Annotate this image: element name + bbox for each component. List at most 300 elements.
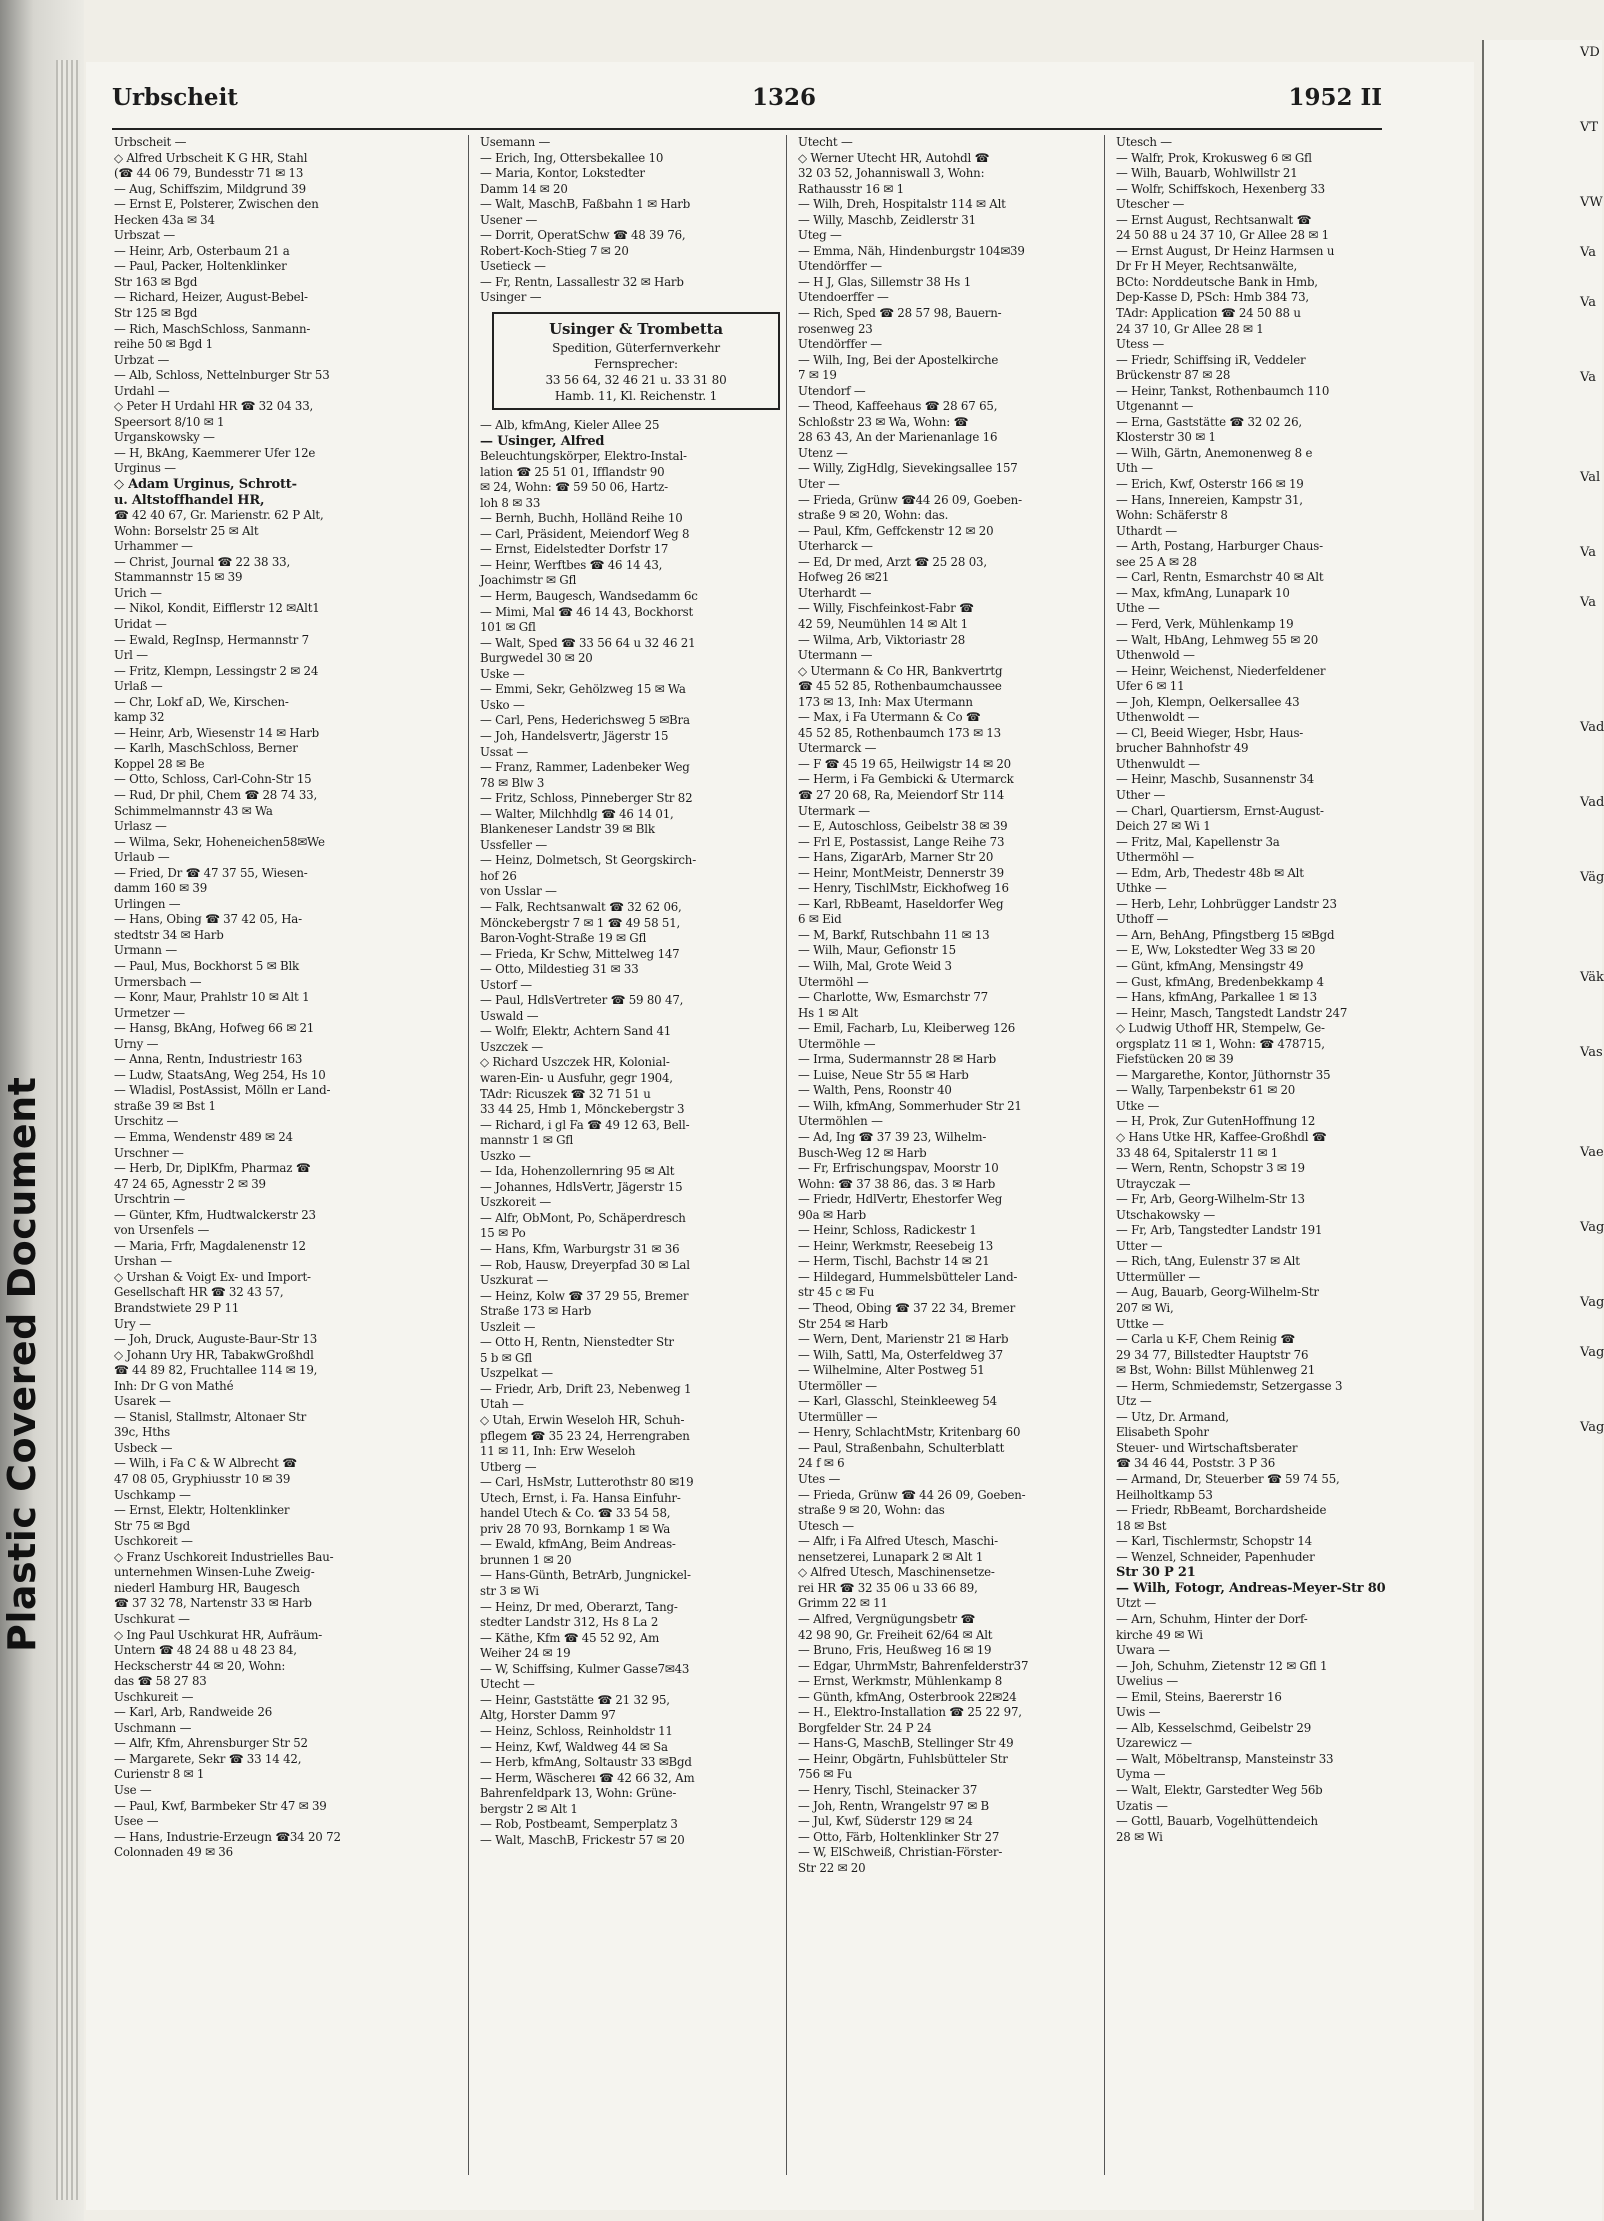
directory-entry-line: Utah — — [480, 1397, 524, 1412]
adjacent-page-fragment — [1484, 890, 1602, 915]
directory-entry-line: Wohn: ☎ 37 38 86, das. 3 ✉ Harb — [798, 1176, 996, 1191]
directory-entry-line: — Ad, Ing ☎ 37 39 23, Wilhelm- — [798, 1130, 987, 1144]
adjacent-page-fragment — [1484, 915, 1602, 940]
adjacent-page-fragment — [1484, 940, 1602, 965]
ad-line: Fernsprecher: — [594, 357, 678, 372]
directory-entry-line: brucher Bahnhofstr 49 — [1116, 741, 1249, 756]
directory-entry-line: — Heinr, Maschb, Susannenstr 34 — [1116, 772, 1314, 787]
directory-entry-line: — Edm, Arb, Thedestr 48b ✉ Alt — [1116, 865, 1304, 880]
directory-entry-line: 24 50 88 u 24 37 10, Gr Allee 28 ✉ 1 — [1116, 228, 1329, 243]
adjacent-page-fragment — [1484, 565, 1602, 590]
directory-entry-line: das ☎ 58 27 83 — [114, 1674, 207, 1689]
directory-entry-line: ☎ 37 32 78, Nartenstr 33 ✉ Harb — [114, 1596, 312, 1611]
adjacent-page-fragment: Va — [1580, 245, 1596, 260]
directory-entry-line: str 45 c ✉ Fu — [798, 1285, 875, 1300]
directory-entry-line: — Hans, Kfm, Warburgstr 31 ✉ 36 — [480, 1242, 680, 1256]
directory-entry-line: — Rich, Sped ☎ 28 57 98, Bauern- — [798, 306, 1002, 321]
column-1 — [114, 135, 422, 1861]
directory-entry-line: 45 52 85, Rothenbaumch 173 ✉ 13 — [798, 725, 1001, 740]
directory-entry-line: — Falk, Rechtsanwalt ☎ 32 62 06, — [480, 899, 682, 914]
directory-entry-line: — Rich, tAng, Eulenstr 37 ✉ Alt — [1116, 1254, 1300, 1269]
directory-entry-line: — Paul, Packer, Holtenklinker — [114, 259, 287, 274]
directory-entry-line: — Paul, Kwf, Barmbeker Str 47 ✉ 39 — [114, 1798, 327, 1813]
directory-entry-line: — Dorrit, OperatSchw ☎ 48 39 76, — [480, 228, 686, 243]
directory-entry-line: — Gottl, Bauarb, Vogelhüttendeich — [1116, 1814, 1318, 1829]
directory-entry-line: TAdr: Ricuszek ☎ 32 71 51 u — [480, 1086, 651, 1101]
directory-entry-line: — Wilh, kfmAng, Sommerhuder Str 21 — [798, 1098, 1022, 1113]
directory-entry-line: niederl Hamburg HR, Baugesch — [114, 1580, 300, 1595]
directory-entry-line: u. Altstoffhandel HR, — [114, 492, 265, 508]
directory-entry-line: — Heinz, Dolmetsch, St Georgskirch- — [480, 853, 696, 868]
directory-entry-line: Usetieck — — [480, 259, 546, 274]
directory-entry-line: Uter — — [798, 477, 840, 492]
directory-entry-line: — Armand, Dr, Steuerber ☎ 59 74 55, — [1116, 1472, 1340, 1487]
directory-entry-line: 78 ✉ Blw 3 — [480, 775, 545, 790]
directory-entry-line: Utrayczak — — [1116, 1176, 1191, 1191]
directory-entry-line: unternehmen Winsen-Luhe Zweig- — [114, 1565, 315, 1580]
directory-entry-line: 24 37 10, Gr Allee 28 ✉ 1 — [1116, 321, 1264, 336]
directory-entry-line: — Rob, Postbeamt, Semperplatz 3 — [480, 1817, 678, 1832]
directory-entry-line: — Ewald, kfmAng, Beim Andreas- — [480, 1537, 676, 1552]
directory-entry-line: Urlingen — — [114, 896, 181, 911]
directory-entry-line: Altg, Horster Damm 97 — [480, 1708, 616, 1723]
directory-entry-line: 756 ✉ Fu — [798, 1767, 853, 1782]
directory-entry-line: — Willy, Maschb, Zeidlerstr 31 — [798, 212, 976, 227]
directory-entry-line: Usbeck — — [114, 1440, 173, 1455]
directory-entry-line: — Frieda, Grünw ☎44 26 09, Goeben- — [798, 492, 1022, 507]
directory-entry-line: Usemann — — [480, 135, 551, 149]
directory-entry-line: Utermöhl — — [798, 974, 869, 989]
directory-entry-line: mannstr 1 ✉ Gfl — [480, 1133, 574, 1148]
directory-entry-line: Utgenannt — — [1116, 399, 1194, 414]
directory-entry-line: Burgwedel 30 ✉ 20 — [480, 651, 593, 666]
directory-entry-line: Dr Fr H Meyer, Rechtsanwälte, — [1116, 259, 1298, 274]
directory-entry-line: Uschkurat — — [114, 1611, 190, 1626]
directory-entry-line: ◇ Alfred Utesch, Maschinensetze- — [798, 1565, 995, 1580]
directory-entry-line: — Walt, MaschB, Frickestr 57 ✉ 20 — [480, 1832, 685, 1847]
directory-entry-line: — Arn, BehAng, Pfingstberg 15 ✉Bgd — [1116, 927, 1335, 942]
directory-entry-line: — Konr, Maur, Prahlstr 10 ✉ Alt 1 — [114, 990, 310, 1005]
directory-entry-line: — Günt, kfmAng, Mensingstr 49 — [1116, 958, 1304, 973]
directory-entry-line: BCto: Norddeutsche Bank in Hmb, — [1116, 274, 1318, 289]
adjacent-page-fragment — [1484, 490, 1602, 515]
directory-entry-line: — Walt, Sped ☎ 33 56 64 u 32 46 21 — [480, 635, 696, 650]
directory-entry-line: — Ernst August, Rechtsanwalt ☎ — [1116, 212, 1312, 227]
directory-entry-line: — H, BkAng, Kaemmerer Ufer 12e — [114, 445, 316, 460]
directory-entry-line: — Anna, Rentn, Industriestr 163 — [114, 1052, 303, 1067]
adjacent-page-fragment — [1484, 1365, 1602, 1390]
header-year-volume: 1952 II — [1288, 84, 1382, 111]
directory-entry-line: Uthe — — [1116, 601, 1160, 616]
directory-entry-line: Uswald — — [480, 1008, 539, 1023]
directory-entry-line: Urschner — — [114, 1145, 184, 1160]
directory-entry-line: Wohn: Borselstr 25 ✉ Alt — [114, 523, 259, 538]
directory-entry-line: Utech, Ernst, i. Fa. Hansa Einfuhr- — [480, 1490, 681, 1505]
directory-entry-line: — Wilh, Sattl, Ma, Osterfeldweg 37 — [798, 1347, 1003, 1362]
directory-entry-line: Uthenwuldt — — [1116, 756, 1200, 771]
directory-entry-line: — Erich, Kwf, Osterstr 166 ✉ 19 — [1116, 477, 1304, 492]
directory-entry-line: Utecht — — [480, 1677, 535, 1692]
directory-entry-line: — Fritz, Schloss, Pinneberger Str 82 — [480, 791, 693, 806]
directory-entry-line: Uwis — — [1116, 1705, 1161, 1720]
directory-entry-line: — Friedr, Arb, Drift 23, Nebenweg 1 — [480, 1381, 692, 1396]
directory-entry-line: — Alfr, Kfm, Ahrensburger Str 52 — [114, 1736, 308, 1751]
directory-entry-line: — Friedr, RbBeamt, Borchardsheide — [1116, 1503, 1327, 1518]
directory-entry-line: ☎ 44 89 82, Fruchtallee 114 ✉ 19, — [114, 1363, 318, 1378]
directory-entry-line: 7 ✉ 19 — [798, 368, 837, 383]
directory-entry-line: Baron-Voght-Straße 19 ✉ Gfl — [480, 931, 647, 946]
directory-entry-line: lation ☎ 25 51 01, Ifflandstr 90 — [480, 464, 665, 479]
directory-entry-line: — Emma, Wendenstr 489 ✉ 24 — [114, 1130, 293, 1144]
directory-entry-line: — Heinr, MontMeistr, Dennerstr 39 — [798, 865, 1004, 880]
directory-entry-line: Colonnaden 49 ✉ 36 — [114, 1845, 233, 1860]
directory-entry-line: Ury — — [114, 1316, 151, 1331]
directory-entry-line: — H J, Glas, Sillemstr 38 Hs 1 — [798, 274, 972, 289]
adjacent-page-fragment — [1484, 390, 1602, 415]
directory-entry-line: Utecht — — [798, 135, 853, 149]
directory-entry-line: — Ferd, Verk, Mühlenkamp 19 — [1116, 616, 1294, 631]
directory-entry-line: — Emmi, Sekr, Gehölzweg 15 ✉ Wa — [480, 682, 686, 697]
adjacent-page-fragment — [1484, 615, 1602, 640]
adjacent-page-fragment — [1484, 265, 1602, 290]
directory-entry-line: ◇ Franz Uschkoreit Industrielles Bau- — [114, 1549, 334, 1564]
directory-entry-line: ◇ Peter H Urdahl HR ☎ 32 04 33, — [114, 399, 314, 414]
directory-entry-line: ◇ Utermann & Co HR, Bankvertrtg — [798, 663, 1003, 678]
directory-entry-line: Weiher 24 ✉ 19 — [480, 1646, 571, 1661]
adjacent-page-fragment — [1484, 665, 1602, 690]
directory-entry-line: Speersort 8/10 ✉ 1 — [114, 414, 225, 429]
directory-entry-line: Curienstr 8 ✉ 1 — [114, 1767, 205, 1782]
directory-entry-line: — Max, kfmAng, Lunapark 10 — [1116, 585, 1290, 600]
directory-entry-line: — Hildegard, Hummelsbütteler Land- — [798, 1269, 1018, 1284]
directory-entry-line: — Heinr, Schloss, Radickestr 1 — [798, 1223, 977, 1238]
directory-entry-line: — Fr, Rentn, Lassallestr 32 ✉ Harb — [480, 274, 684, 289]
adjacent-page-fragment — [1484, 690, 1602, 715]
column-rule — [468, 135, 469, 2175]
directory-entry-line: — Wally, Tarpenbekstr 61 ✉ 20 — [1116, 1083, 1296, 1098]
directory-entry-line: (☎ 44 06 79, Bundesstr 71 ✉ 13 — [114, 166, 304, 181]
directory-entry-line: — Rich, MaschSchloss, Sanmann- — [114, 321, 311, 336]
directory-entry-line: Utescher — — [1116, 197, 1185, 212]
page-number: 1326 — [752, 84, 817, 111]
directory-entry-line: — Joh, Klempn, Oelkersallee 43 — [1116, 694, 1300, 709]
directory-entry-line: Fiefstücken 20 ✉ 39 — [1116, 1052, 1234, 1067]
directory-entry-line: Uyma — — [1116, 1767, 1166, 1782]
directory-entry-line: — Joh, Druck, Auguste-Baur-Str 13 — [114, 1332, 318, 1347]
directory-entry-line: kamp 32 — [114, 710, 165, 725]
directory-entry-line: — Wilma, Arb, Viktoriastr 28 — [798, 632, 966, 647]
directory-entry-line: — Herb, kfmAng, Soltaustr 33 ✉Bgd — [480, 1755, 692, 1770]
directory-entry-line: stedter Landstr 312, Hs 8 La 2 — [480, 1615, 659, 1630]
directory-entry-line: Straße 173 ✉ Harb — [480, 1304, 592, 1319]
directory-entry-line: — Willy, Fischfeinkost-Fabr ☎ — [798, 601, 974, 616]
directory-entry-line: — E, Autoschloss, Geibelstr 38 ✉ 39 — [798, 819, 1008, 834]
directory-entry-line: — Nikol, Kondit, Eifflerstr 12 ✉Alt1 — [114, 601, 320, 616]
directory-entry-line: 207 ✉ Wi, — [1116, 1301, 1174, 1316]
directory-entry-line: — Alb, Schloss, Nettelnburger Str 53 — [114, 368, 330, 383]
directory-entry-line: — F ☎ 45 19 65, Heilwigstr 14 ✉ 20 — [798, 756, 1011, 771]
directory-entry-line: Uske — — [480, 666, 525, 681]
directory-entry-line: Uszczek — — [480, 1039, 543, 1054]
directory-entry-line: ☎ 45 52 85, Rothenbaumchaussee — [798, 679, 1002, 694]
directory-entry-line: Hofweg 26 ✉21 — [798, 570, 890, 585]
directory-entry-line: rosenweg 23 — [798, 321, 873, 336]
adjacent-page-fragment: Väg — [1580, 870, 1604, 885]
directory-entry-line: — Hans, kfmAng, Parkallee 1 ✉ 13 — [1116, 990, 1317, 1005]
directory-entry-line: — Günth, kfmAng, Osterbrook 22✉24 — [798, 1689, 1017, 1704]
directory-entry-line: Uszleit — — [480, 1319, 536, 1334]
directory-entry-line: damm 160 ✉ 39 — [114, 881, 208, 896]
directory-entry-line: Uttermüller — — [1116, 1269, 1200, 1284]
directory-entry-line: Mönckebergstr 7 ✉ 1 ☎ 49 58 51, — [480, 915, 681, 930]
directory-entry-line: — Arn, Schuhm, Hinter der Dorf- — [1116, 1611, 1308, 1626]
directory-entry-line: — Ludw, StaatsAng, Weg 254, Hs 10 — [114, 1067, 326, 1082]
adjacent-page-fragment: Va — [1580, 545, 1596, 560]
adjacent-page-fragment — [1484, 215, 1602, 240]
directory-entry-line: — Alb, Kesselschmd, Geibelstr 29 — [1116, 1720, 1312, 1735]
directory-entry-line: Utberg — — [480, 1459, 537, 1474]
directory-entry-line: Usee — — [114, 1814, 159, 1829]
directory-entry-line: TAdr: Application ☎ 24 50 88 u — [1116, 306, 1301, 321]
directory-entry-line: — Herm, Wäschereı ☎ 42 66 32, Am — [480, 1770, 695, 1785]
adjacent-page-fragment: Vag — [1580, 1220, 1604, 1235]
directory-entry-line: — Wern, Dent, Marienstr 21 ✉ Harb — [798, 1332, 1009, 1347]
directory-entry-line: — Joh, Handelsvertr, Jägerstr 15 — [480, 728, 669, 743]
directory-entry-line: — Stanisl, Stallmstr, Altonaer Str — [114, 1409, 307, 1424]
adjacent-page-fragment — [1484, 640, 1602, 665]
directory-entry-line: Usko — — [480, 697, 525, 712]
directory-entry-line: priv 28 70 93, Bornkamp 1 ✉ Wa — [480, 1521, 671, 1536]
directory-entry-line: — Wilma, Sekr, Hoheneichen58✉We — [114, 834, 325, 849]
directory-entry-line: — Wolfr, Elektr, Achtern Sand 41 — [480, 1024, 672, 1039]
directory-entry-line: — Heinr, Obgärtn, Fuhlsbütteler Str — [798, 1751, 1008, 1766]
directory-entry-line: ✉ 24, Wohn: ☎ 59 50 06, Hartz- — [480, 480, 668, 495]
directory-entry-line: — Christ, Journal ☎ 22 38 33, — [114, 554, 291, 569]
adjacent-page-fragment: Vae — [1580, 1145, 1604, 1160]
adjacent-page-fragment — [1484, 1265, 1602, 1290]
directory-entry-line: — Karl, Glasschl, Steinkleeweg 54 — [798, 1394, 997, 1409]
directory-entry-line: — Aug, Bauarb, Georg-Wilhelm-Str — [1116, 1285, 1319, 1300]
directory-entry-line: Utter — — [1116, 1238, 1163, 1253]
directory-entry-line: Utes — — [798, 1472, 841, 1487]
directory-entry-line: Uthardt — — [1116, 523, 1177, 538]
adjacent-page-fragment — [1484, 165, 1602, 190]
adjacent-page-fragment — [1484, 1115, 1602, 1140]
directory-entry-line: — Wolfr, Schiffskoch, Hexenberg 33 — [1116, 181, 1325, 196]
directory-entry-line: — Friedr, Schiffsing iR, Veddeler — [1116, 352, 1306, 367]
adjacent-page-fragment — [1484, 765, 1602, 790]
directory-entry-line: Beleuchtungskörper, Elektro-Instal- — [480, 449, 687, 464]
directory-entry-line: — Frieda, Kr Schw, Mittelweg 147 — [480, 946, 680, 961]
directory-entry-line: ☎ 27 20 68, Ra, Meiendorf Str 114 — [798, 787, 1005, 802]
directory-entry-line: brunnen 1 ✉ 20 — [480, 1552, 572, 1567]
directory-entry-line: Urlaub — — [114, 850, 170, 865]
directory-entry-line: Deich 27 ✉ Wi 1 — [1116, 819, 1211, 834]
adjacent-page-fragment: Vag — [1580, 1345, 1604, 1360]
directory-entry-line: Wohn: Schäferstr 8 — [1116, 508, 1228, 523]
directory-entry-line: — Fried, Dr ☎ 47 37 55, Wiesen- — [114, 865, 308, 880]
directory-entry-line: — Wilhelmine, Alter Postweg 51 — [798, 1363, 985, 1378]
directory-entry-line: Str 30 P 21 — [1116, 1565, 1196, 1581]
directory-entry-line: Use — — [114, 1782, 152, 1797]
directory-entry-line: Urshan — — [114, 1254, 172, 1269]
directory-entry-line: Blankeneser Landstr 39 ✉ Blk — [480, 822, 655, 837]
adjacent-page-fragment — [1484, 1315, 1602, 1340]
directory-entry-line: von Usslar — — [480, 884, 557, 899]
directory-entry-line: straße 39 ✉ Bst 1 — [114, 1098, 216, 1113]
directory-entry-line: — Fritz, Klempn, Lessingstr 2 ✉ 24 — [114, 663, 319, 678]
adjacent-page-fragment — [1484, 1165, 1602, 1190]
adjacent-page-fragment: Vas — [1580, 1045, 1603, 1060]
directory-entry-line: — Ernst, Elektr, Holtenklinker — [114, 1503, 290, 1518]
directory-entry-line: Heilholtkamp 53 — [1116, 1487, 1213, 1502]
directory-entry-line: — Paul, HdlsVertreter ☎ 59 80 47, — [480, 993, 684, 1008]
directory-entry-line: stedtstr 34 ✉ Harb — [114, 927, 224, 942]
directory-entry-line: Heckscherstr 44 ✉ 20, Wohn: — [114, 1658, 286, 1673]
directory-entry-line: — Rud, Dr phil, Chem ☎ 28 74 33, — [114, 787, 317, 802]
directory-entry-line: — Heinz, Dr med, Oberarzt, Tang- — [480, 1599, 678, 1614]
directory-entry-line: Uthenwoldt — — [1116, 710, 1200, 725]
directory-entry-line: 47 24 65, Agnesstr 2 ✉ 39 — [114, 1176, 266, 1191]
directory-entry-line: — Otto H, Rentn, Nienstedter Str — [480, 1335, 674, 1350]
directory-entry-line: — Paul, Kfm, Geffckenstr 12 ✉ 20 — [798, 523, 994, 538]
directory-entry-line: — Emil, Steins, Baererstr 16 — [1116, 1689, 1282, 1704]
directory-entry-line: Uthenwold — — [1116, 648, 1195, 663]
directory-entry-line: Uthke — — [1116, 881, 1167, 896]
directory-entry-line: — Hans-G, MaschB, Stellinger Str 49 — [798, 1736, 1014, 1751]
adjacent-page-fragment: Va — [1580, 370, 1596, 385]
directory-entry-line: — Chr, Lokf aD, We, Kirschen- — [114, 694, 289, 709]
directory-entry-line: 28 ✉ Wi — [1116, 1829, 1163, 1844]
directory-entry-line: 90a ✉ Harb — [798, 1207, 866, 1222]
directory-entry-line: — Arth, Postang, Harburger Chaus- — [1116, 539, 1323, 554]
directory-entry-line: — Walt, Elektr, Garstedter Weg 56b — [1116, 1782, 1323, 1797]
directory-entry-line: — Hans, Obing ☎ 37 42 05, Ha- — [114, 912, 302, 927]
directory-entry-line: 6 ✉ Eid — [798, 912, 842, 927]
directory-entry-line: Urdahl — — [114, 383, 170, 398]
directory-entry-line: Urhammer — — [114, 539, 193, 554]
adjacent-page-fragment: Va — [1580, 595, 1596, 610]
directory-entry-line: — Günter, Kfm, Hudtwalckerstr 23 — [114, 1207, 316, 1222]
directory-entry-line: Stammannstr 15 ✉ 39 — [114, 570, 243, 585]
directory-entry-line: Urmetzer — — [114, 1005, 185, 1020]
directory-entry-line: hof 26 — [480, 868, 517, 883]
directory-entry-line: 15 ✉ Po — [480, 1226, 526, 1241]
directory-entry-line: waren-Ein- u Ausfuhr, gegr 1904, — [480, 1070, 673, 1085]
directory-entry-line: — Walter, Milchhdlg ☎ 46 14 01, — [480, 806, 674, 821]
directory-entry-line: — Charlotte, Ww, Esmarchstr 77 — [798, 990, 988, 1005]
directory-entry-line: — Hans, Industrie-Erzeugn ☎34 20 72 — [114, 1829, 341, 1844]
directory-entry-line: — Heinr, Arb, Wiesenstr 14 ✉ Harb — [114, 725, 320, 740]
directory-entry-line: — Herm, Tischl, Bachstr 14 ✉ 21 — [798, 1254, 990, 1269]
directory-entry-line: Utesch — — [1116, 135, 1172, 149]
directory-entry-line: — Mimi, Mal ☎ 46 14 43, Bockhorst — [480, 604, 694, 619]
directory-entry-line: Utz — — [1116, 1394, 1152, 1409]
directory-entry-line: Ustorf — — [480, 977, 532, 992]
directory-entry-line: 24 f ✉ 6 — [798, 1456, 845, 1471]
directory-entry-line: 33 44 25, Hmb 1, Mönckebergstr 3 — [480, 1102, 685, 1117]
column-4 — [1116, 135, 1424, 1845]
directory-entry-line: Koppel 28 ✉ Be — [114, 756, 205, 771]
directory-entry-line: — Ed, Dr med, Arzt ☎ 25 28 03, — [798, 554, 987, 569]
directory-entry-line: — Otto, Färb, Holtenklinker Str 27 — [798, 1829, 1000, 1844]
directory-entry-line: Urganskowsky — — [114, 430, 215, 445]
ad-line: Spedition, Güterfernverkehr — [552, 341, 720, 356]
directory-entry-line: Urlasz — — [114, 819, 167, 834]
directory-entry-line: Utermöhle — — [798, 1036, 876, 1051]
adjacent-page-fragment — [1484, 1240, 1602, 1265]
adjacent-page-fragment: Va — [1580, 295, 1596, 310]
directory-entry-line: Gesellschaft HR ☎ 32 43 57, — [114, 1285, 284, 1300]
directory-entry-line: — Theod, Kaffeehaus ☎ 28 67 65, — [798, 399, 998, 414]
directory-entry-line: ◇ Urshan & Voigt Ex- und Import- — [114, 1269, 311, 1284]
directory-entry-line: Bahrenfeldpark 13, Wohn: Grüne- — [480, 1786, 677, 1801]
directory-entry-line: Schloßstr 23 ✉ Wa, Wohn: ☎ — [798, 414, 969, 429]
directory-entry-line: — E, Ww, Lokstedter Weg 33 ✉ 20 — [1116, 943, 1316, 958]
directory-entry-line: — H., Elektro-Installation ☎ 25 22 97, — [798, 1705, 1022, 1720]
directory-entry-line: — Otto, Mildestieg 31 ✉ 33 — [480, 962, 639, 977]
directory-entry-line: — Cl, Beeid Wieger, Hsbr, Haus- — [1116, 725, 1304, 740]
directory-entry-line: — Walfr, Prok, Krokusweg 6 ✉ Gfl — [1116, 150, 1312, 165]
directory-entry-line: ◇ Richard Uszczek HR, Kolonial- — [480, 1055, 670, 1070]
directory-entry-line: Utesch — — [798, 1518, 854, 1533]
directory-entry-line: ◇ Ludwig Uthoff HR, Stempelw, Ge- — [1116, 1021, 1325, 1036]
directory-entry-line: — Heinz, Kwf, Waldweg 44 ✉ Sa — [480, 1739, 668, 1754]
directory-entry-line: Utermüller — — [798, 1409, 878, 1424]
directory-entry-line: — Maria, Kontor, Lokstedter — [480, 166, 645, 181]
directory-entry-line: Utermark — — [798, 803, 870, 818]
directory-entry-line: — Fr, Erfrischungspav, Moorstr 10 — [798, 1161, 999, 1176]
directory-entry-line: Uschmann — — [114, 1720, 192, 1735]
directory-entry-line: — Paul, Mus, Bockhorst 5 ✉ Blk — [114, 958, 299, 973]
directory-entry-line: ✉ Bst, Wohn: Billst Mühlenweg 21 — [1116, 1363, 1316, 1378]
adjacent-page-fragment — [1484, 1090, 1602, 1115]
directory-entry-line: — Heinr, Arb, Osterbaum 21 a — [114, 243, 290, 258]
directory-entry-line: — Ernst, Werkmstr, Mühlenkamp 8 — [798, 1674, 1003, 1689]
directory-entry-line: — Heinr, Gaststätte ☎ 21 32 95, — [480, 1692, 670, 1707]
directory-entry-line: — Heinr, Werftbes ☎ 46 14 43, — [480, 557, 663, 572]
ad-line: Hamb. 11, Kl. Reichenstr. 1 — [554, 389, 718, 404]
directory-entry-line: Uwara — — [1116, 1643, 1170, 1658]
directory-entry-line: — M, Barkf, Rutschbahn 11 ✉ 13 — [798, 927, 990, 942]
directory-entry-line: 42 59, Neumühlen 14 ✉ Alt 1 — [798, 616, 968, 631]
directory-entry-line: Utzt — — [1116, 1596, 1156, 1611]
directory-entry-line: — Herb, Lehr, Lohbrügger Landstr 23 — [1116, 896, 1337, 911]
directory-entry-line: ◇ Alfred Urbscheit K G HR, Stahl — [114, 150, 308, 165]
directory-entry-line: Urmersbach — — [114, 974, 202, 989]
directory-entry-line: Ussat — — [480, 744, 528, 759]
adjacent-page-fragment — [1484, 140, 1602, 165]
directory-entry-line: Brandstwiete 29 P 11 — [114, 1301, 240, 1316]
directory-entry-line: Utermarck — — [798, 741, 877, 756]
directory-entry-line: — Wilh, Maur, Gefionstr 15 — [798, 943, 956, 958]
directory-entry-line: 47 08 05, Gryphiusstr 10 ✉ 39 — [114, 1472, 291, 1487]
directory-entry-line: Utendörffer — — [798, 337, 882, 352]
directory-entry-line: Dep-Kasse D, PSch: Hmb 384 73, — [1116, 290, 1309, 305]
directory-entry-line: — Otto, Schloss, Carl-Cohn-Str 15 — [114, 772, 312, 787]
adjacent-page-fragment: Vad — [1580, 720, 1604, 735]
directory-entry-line: ◇ Ing Paul Uschkurat HR, Aufräum- — [114, 1627, 323, 1642]
directory-entry-line: Urmann — — [114, 943, 177, 958]
directory-entry-line: Str 125 ✉ Bgd — [114, 306, 198, 321]
directory-entry-line: — Wilh, Bauarb, Wohlwillstr 21 — [1116, 166, 1298, 181]
directory-entry-line: Utermöhlen — — [798, 1114, 883, 1129]
directory-entry-line: — Carl, Rentn, Esmarchstr 40 ✉ Alt — [1116, 570, 1324, 585]
directory-entry-line: Utermöller — — [798, 1378, 877, 1393]
directory-entry-line: — Walth, Pens, Roonstr 40 — [798, 1083, 952, 1098]
directory-entry-line: — Luise, Neue Str 55 ✉ Harb — [798, 1067, 969, 1082]
directory-entry-line: ◇ Werner Utecht HR, Autohdl ☎ — [798, 150, 990, 165]
